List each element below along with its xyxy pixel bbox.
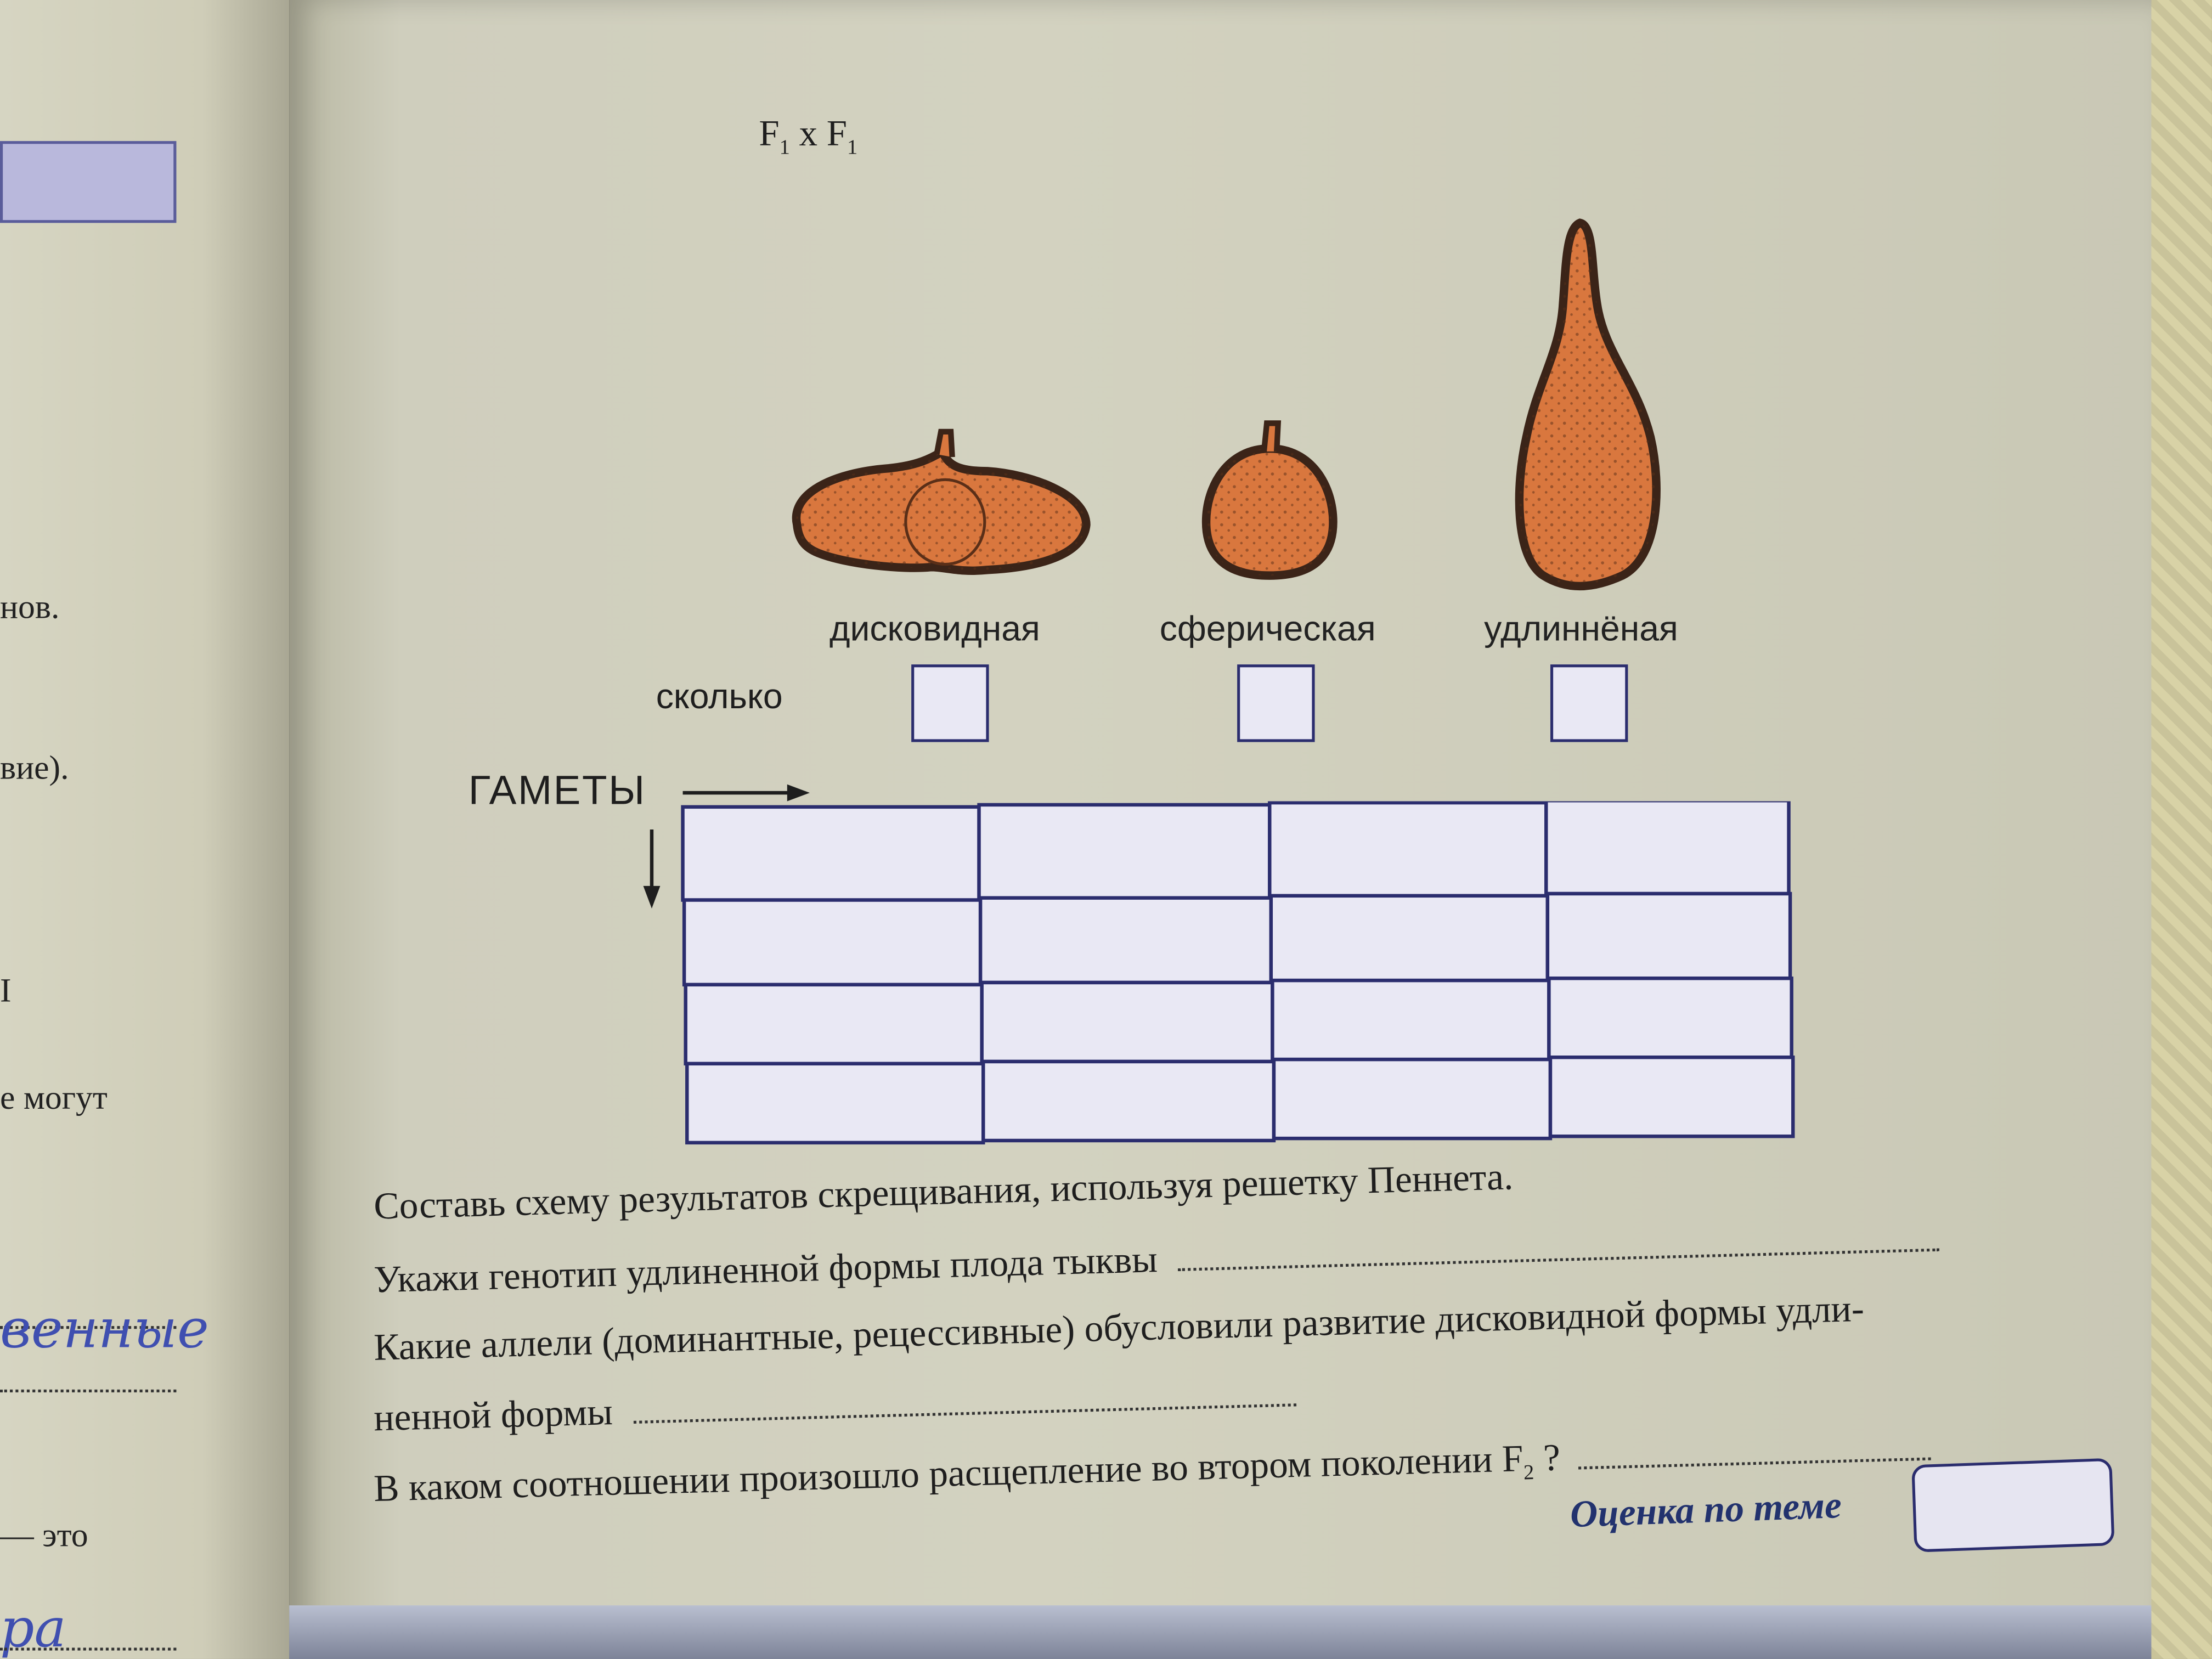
punnett-cell[interactable] — [1271, 896, 1548, 980]
punnett-cell[interactable] — [1272, 980, 1549, 1059]
left-text: I — [0, 973, 12, 1011]
left-text: вие). — [0, 750, 69, 787]
left-text: е могут — [0, 1080, 108, 1118]
grade-box[interactable] — [1911, 1458, 2114, 1553]
question-4-text: В каком соотношении произошло расщепление во втором поколении F — [373, 1437, 1524, 1510]
punnett-cell[interactable] — [979, 805, 1270, 898]
handwriting: ра — [0, 1596, 66, 1659]
cross-title: $F_1$ x $F_1$ — [759, 112, 858, 160]
punnett-cell[interactable] — [1550, 1057, 1793, 1136]
count-label: сколько — [656, 677, 783, 717]
fruit-label-disc: дисковидная — [829, 609, 1040, 649]
gametes-label: ГАМЕТЫ — [468, 769, 646, 814]
punnett-cell[interactable] — [1546, 802, 1788, 894]
question-4-end: ? — [1533, 1436, 1561, 1480]
left-text: нов. — [0, 589, 60, 627]
answer-line[interactable] — [1578, 1443, 1931, 1470]
punnett-cell[interactable] — [1269, 803, 1546, 896]
handwriting: венные — [0, 1297, 209, 1360]
question-3b-text: ненной формы — [373, 1390, 613, 1439]
punnett-cell[interactable] — [687, 1064, 983, 1143]
answer-line[interactable] — [633, 1390, 1296, 1424]
punnett-cell[interactable] — [982, 983, 1273, 1062]
fruit-label-elongated: удлиннёная — [1484, 609, 1678, 649]
punnett-cell[interactable] — [1274, 1059, 1550, 1138]
punnett-square — [680, 802, 1808, 1171]
question-3a: Какие аллели (доминантные, рецессивные) обусловили развитие дисковидной формы удли- — [373, 1287, 1865, 1369]
punnett-cell[interactable] — [1549, 978, 1791, 1057]
arrow-right-icon — [787, 785, 810, 802]
left-text: — это — [0, 1517, 88, 1555]
punnett-cell[interactable] — [683, 807, 979, 900]
grade-label: Оценка по теме — [1569, 1483, 1843, 1536]
punnett-cell[interactable] — [684, 900, 980, 985]
punnett-cell[interactable] — [686, 985, 982, 1064]
fruit-label-spherical: сферическая — [1159, 609, 1376, 649]
punnett-cell[interactable] — [1548, 894, 1790, 978]
punnett-cell[interactable] — [983, 1062, 1274, 1141]
question-2-text: Укажи генотип удлиненной формы плода тыквы — [373, 1238, 1158, 1301]
arrow-down-icon — [644, 886, 661, 909]
question-1: Составь схему результатов скрещивания, используя решетку Пеннета. — [373, 1155, 1514, 1228]
question-4-sub: 2 — [1523, 1462, 1534, 1485]
punnett-cell[interactable] — [980, 898, 1271, 983]
